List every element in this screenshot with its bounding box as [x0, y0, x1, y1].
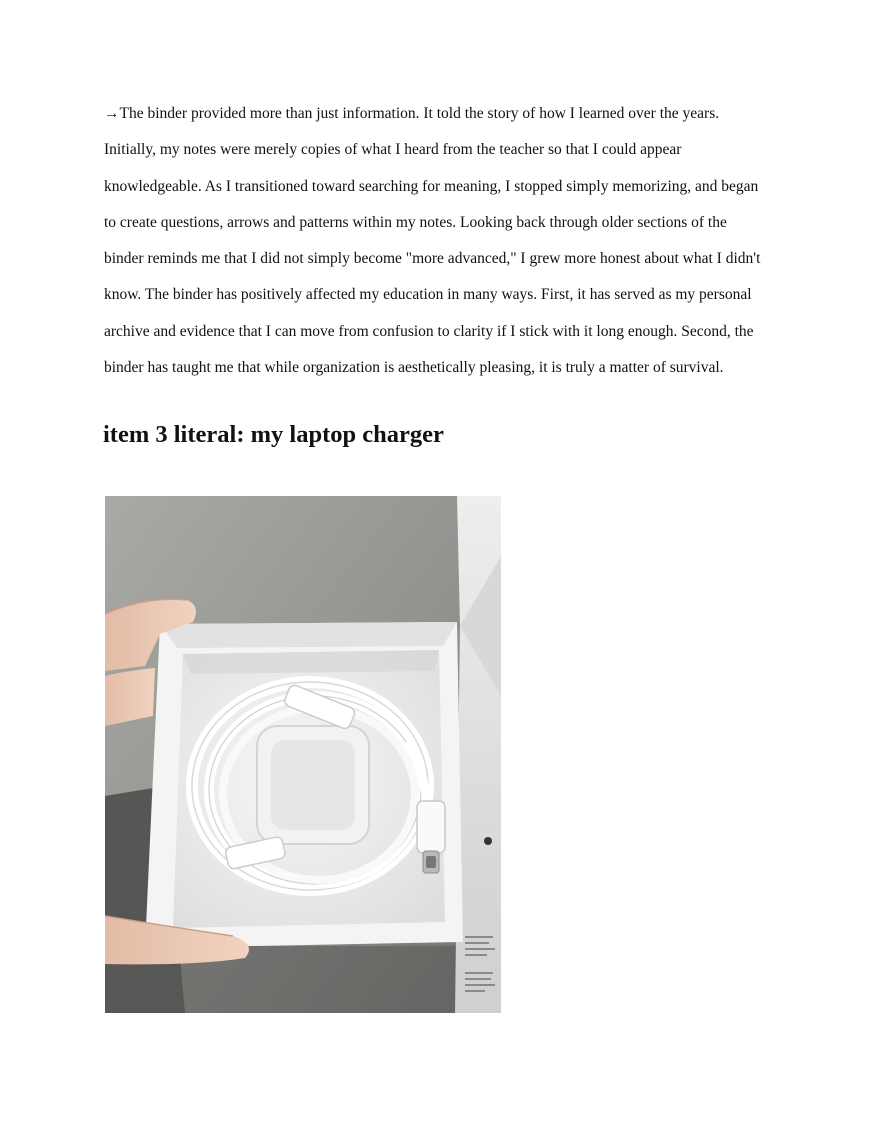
paragraph-line: →The binder provided more than just information. It told the story of how I learned over the years.: [104, 105, 720, 122]
paragraph-line: Initially, my notes were merely copies of what I heard from the teacher so that I could appear: [104, 141, 682, 159]
paragraph-line: archive and evidence that I can move from confusion to clarity if I stick with it long enough. Second, the: [104, 322, 754, 340]
charger-photo: [105, 496, 501, 1013]
paragraph-line: to create questions, arrows and patterns within my notes. Looking back through older sections of the: [104, 213, 727, 231]
section-heading: item 3 literal: my laptop charger: [103, 421, 444, 448]
paragraph-line: binder has taught me that while organization is aesthetically pleasing, it is truly a matter of survival.: [104, 359, 724, 377]
body-paragraph: [104, 96, 794, 386]
paragraph-line: knowledgeable. As I transitioned toward searching for meaning, I stopped simply memorizing, and began: [104, 177, 759, 195]
paragraph-line: binder reminds me that I did not simply become "more advanced," I grew more honest about what I didn't: [104, 250, 761, 268]
paragraph-line: know. The binder has positively affected my education in many ways. First, it has served as my personal: [104, 286, 752, 304]
